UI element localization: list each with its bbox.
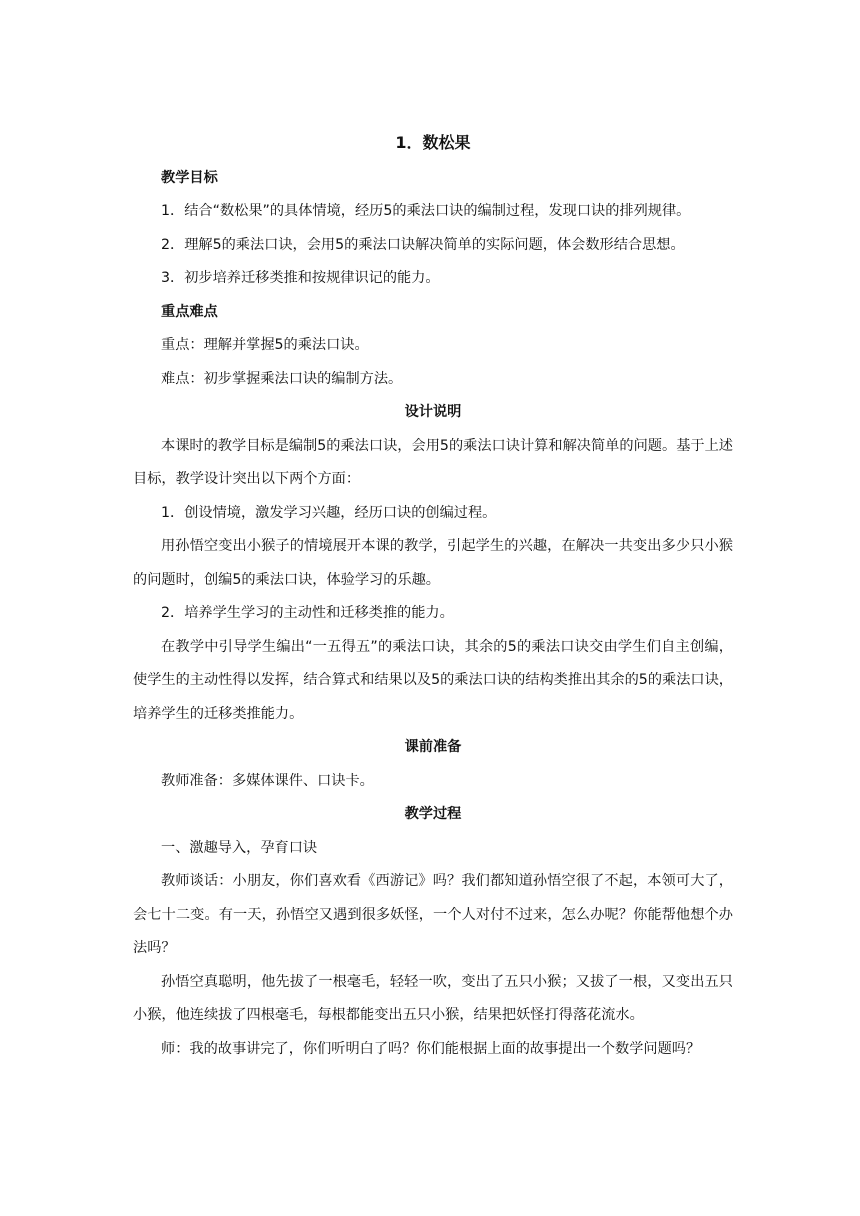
design-point-text: 在教学中引导学生编出“一五得五”的乘法口诀，其余的5的乘法口诀交由学生们自主创编，使学生的主动性得以发挥，结合算式和结果以及5的乘法口诀的结构类推出其余的5的乘法口诀，培养学生的迁移类推能力。 [133, 638, 733, 722]
design-point-title: 2．培养学生学习的主动性和迁移类推的能力。 [161, 605, 454, 621]
goals-heading: 教学目标 [161, 169, 218, 186]
process-heading: 教学过程 [404, 806, 462, 822]
lesson-title: 1．数松果 [395, 133, 471, 152]
goal-item: 1．结合“数松果”的具体情境，经历5的乘法口诀的编制过程，发现口诀的排列规律。 [161, 203, 691, 219]
design-point-text: 用孙悟空变出小猴子的情境展开本课的教学，引起学生的兴趣，在解决一共变出多少只小猴的问题时，创编5的乘法口诀，体验学习的乐趣。 [133, 538, 733, 588]
goal-item: 3．初步培养迁移类推和按规律识记的能力。 [161, 270, 440, 286]
process-step: 一、激趣导入，孕育口诀 [161, 839, 318, 856]
teacher-talk: 教师谈话：小朋友，你们喜欢看《西游记》吗？我们都知道孙悟空很了不起，本领可大了，会七十二变。有一天，孙悟空又遇到很多妖怪，一个人对付不过来，怎么办呢？你能帮他想个办法吗？ [133, 873, 733, 956]
document-body [133, 126, 733, 1066]
story-paragraph: 孙悟空真聪明，他先拔了一根毫毛，轻轻一吹，变出了五只小猴；又拔了一根，又变出五只小猴，他连续拔了四根毫毛，每根都能变出五只小猴，结果把妖怪打得落花流水。 [133, 973, 733, 1023]
key-point: 重点：理解并掌握5的乘法口诀。 [161, 337, 369, 353]
prep-text: 教师准备：多媒体课件、口诀卡。 [161, 772, 374, 789]
goal-item: 2．理解5的乘法口诀，会用5的乘法口诀解决简单的实际问题，体会数形结合思想。 [161, 236, 685, 253]
teacher-question: 师：我的故事讲完了，你们听明白了吗？你们能根据上面的故事提出一个数学问题吗？ [161, 1040, 701, 1057]
difficult-point: 难点：初步掌握乘法口诀的编制方法。 [161, 370, 403, 387]
design-heading: 设计说明 [404, 404, 462, 420]
prep-heading: 课前准备 [404, 739, 462, 755]
key-points-heading: 重点难点 [161, 303, 218, 320]
design-intro: 本课时的教学目标是编制5的乘法口诀，会用5的乘法口诀计算和解决简单的问题。基于上述目标，教学设计突出以下两个方面： [133, 437, 733, 487]
design-point-title: 1．创设情境，激发学习兴趣，经历口诀的创编过程。 [161, 504, 497, 521]
